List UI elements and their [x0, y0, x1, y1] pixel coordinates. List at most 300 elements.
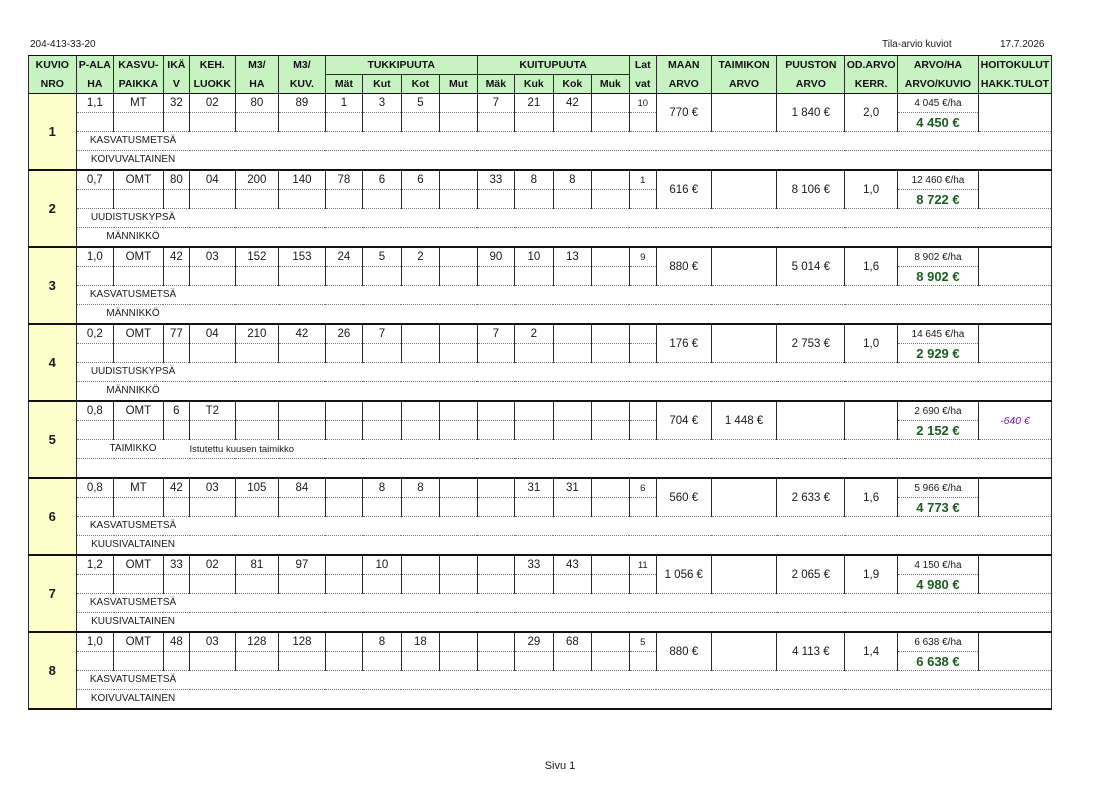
empty-cell — [401, 498, 439, 517]
log-volume: 7 — [363, 324, 401, 344]
empty-cell — [163, 421, 189, 440]
volume-per-ha: 210 — [235, 324, 279, 344]
empty-cell — [190, 228, 1052, 248]
col-pala: P-ALA — [76, 56, 113, 75]
land-value: 770 € — [656, 94, 711, 132]
empty-cell — [114, 190, 164, 209]
empty-cell — [592, 575, 630, 594]
empty-cell — [553, 344, 591, 363]
log-volume: 26 — [325, 324, 362, 344]
log-volume: 24 — [325, 247, 362, 267]
table-row — [29, 170, 1052, 190]
empty-cell — [190, 613, 1052, 633]
value-per-ha: 2 690 €/ha — [897, 401, 978, 421]
stand-value: 5 014 € — [777, 247, 845, 286]
empty-cell — [235, 113, 279, 132]
col-kuvio: KUVIO — [29, 56, 77, 75]
empty-cell — [163, 267, 189, 286]
empty-cell — [190, 459, 1052, 479]
area-ha: 0,7 — [76, 170, 113, 190]
volume-per-ha: 80 — [235, 94, 279, 113]
empty-cell — [163, 344, 189, 363]
table-row — [29, 401, 1052, 421]
table-row-sub — [29, 652, 1052, 671]
description-row — [29, 613, 1052, 633]
empty-cell — [325, 575, 362, 594]
pulp-volume: 68 — [553, 632, 591, 652]
empty-cell — [515, 344, 553, 363]
expectation-coefficient: 1,4 — [845, 632, 898, 671]
empty-cell — [401, 575, 439, 594]
empty-cell — [163, 498, 189, 517]
site-type: MT — [114, 94, 164, 113]
empty-cell — [279, 267, 326, 286]
compartment-rows — [29, 94, 1052, 710]
empty-cell — [515, 498, 553, 517]
col-m3ha-sub: HA — [235, 75, 279, 94]
empty-cell — [515, 113, 553, 132]
value-per-ha: 14 645 €/ha — [897, 324, 978, 344]
pulp-volume — [477, 632, 514, 652]
col-odarvo: OD.ARVO — [845, 56, 898, 75]
expectation-coefficient: 2,0 — [845, 94, 898, 132]
empty-cell — [363, 344, 401, 363]
description-row — [29, 459, 1052, 479]
col-group-kuitu: KUITUPUUTA — [477, 56, 629, 75]
pulp-volume: 43 — [553, 555, 591, 575]
col-tukki-kot: Kot — [401, 75, 439, 94]
volume-per-compartment: 97 — [279, 555, 326, 575]
compartment-note — [190, 594, 1052, 613]
empty-cell — [163, 190, 189, 209]
empty-cell — [553, 113, 591, 132]
empty-cell — [401, 267, 439, 286]
empty-cell — [477, 421, 514, 440]
col-m3kuv: M3/ — [279, 56, 326, 75]
latvat: 9 — [629, 247, 656, 267]
col-kuvio-sub: NRO — [29, 75, 77, 94]
empty-cell — [279, 190, 326, 209]
col-kuitu-mak: Mäk — [477, 75, 514, 94]
log-volume: 5 — [363, 247, 401, 267]
pulp-volume: 33 — [515, 555, 553, 575]
log-volume — [440, 478, 478, 498]
log-volume — [440, 170, 478, 190]
empty-cell — [515, 652, 553, 671]
table-row — [29, 555, 1052, 575]
empty-cell — [440, 575, 478, 594]
col-tukki-kut: Kut — [363, 75, 401, 94]
volume-per-compartment: 153 — [279, 247, 326, 267]
log-volume — [440, 401, 478, 421]
log-volume — [440, 94, 478, 113]
site-type: OMT — [114, 324, 164, 344]
empty-cell — [76, 575, 113, 594]
pulp-volume: 42 — [553, 94, 591, 113]
empty-cell — [76, 498, 113, 517]
table-row-sub — [29, 421, 1052, 440]
empty-cell — [279, 113, 326, 132]
log-volume: 1 — [325, 94, 362, 113]
stand-value — [777, 401, 845, 440]
empty-cell — [401, 421, 439, 440]
page-footer: Sivu 1 — [544, 760, 576, 772]
pulp-volume: 13 — [553, 247, 591, 267]
stand-value: 2 633 € — [777, 478, 845, 517]
empty-cell — [325, 421, 362, 440]
description-line-2: MÄNNIKKÖ — [76, 228, 189, 248]
log-volume — [440, 632, 478, 652]
management-costs — [978, 324, 1051, 363]
description-row — [29, 440, 1052, 459]
empty-cell — [325, 498, 362, 517]
compartment-table — [28, 55, 1052, 710]
development-class: T2 — [190, 401, 236, 421]
col-kuitu-muk: Muk — [592, 75, 630, 94]
log-volume — [325, 632, 362, 652]
age: 80 — [163, 170, 189, 190]
table-row — [29, 94, 1052, 113]
empty-cell — [629, 344, 656, 363]
col-kasvupaikka: KASVU- — [114, 56, 164, 75]
stand-value: 1 840 € — [777, 94, 845, 132]
empty-cell — [190, 575, 236, 594]
log-volume: 6 — [363, 170, 401, 190]
empty-cell — [190, 652, 236, 671]
area-ha: 1,1 — [76, 94, 113, 113]
description-row — [29, 363, 1052, 382]
pulp-volume: 31 — [553, 478, 591, 498]
pulp-volume: 2 — [515, 324, 553, 344]
compartment-note — [190, 363, 1052, 382]
empty-cell — [279, 421, 326, 440]
empty-cell — [114, 652, 164, 671]
site-type: OMT — [114, 401, 164, 421]
latvat: 11 — [629, 555, 656, 575]
empty-cell — [190, 690, 1052, 710]
description-row — [29, 209, 1052, 228]
report-title: Tila-arvio kuviot — [882, 39, 952, 50]
volume-per-compartment: 84 — [279, 478, 326, 498]
expectation-coefficient — [845, 401, 898, 440]
volume-per-ha: 105 — [235, 478, 279, 498]
log-volume: 10 — [363, 555, 401, 575]
empty-cell — [363, 190, 401, 209]
pulp-volume — [553, 324, 591, 344]
description-row — [29, 594, 1052, 613]
compartment-note — [190, 517, 1052, 536]
volume-per-ha: 81 — [235, 555, 279, 575]
log-volume — [325, 555, 362, 575]
empty-cell — [76, 113, 113, 132]
age: 48 — [163, 632, 189, 652]
col-group-tukki: TUKKIPUUTA — [325, 56, 477, 75]
col-ika-sub: V — [163, 75, 189, 94]
description-line-1: KASVATUSMETSÄ — [76, 286, 189, 305]
area-ha: 1,2 — [76, 555, 113, 575]
empty-cell — [325, 190, 362, 209]
kuvio-number: 6 — [29, 478, 77, 555]
value-per-compartment: 4 980 € — [897, 575, 978, 594]
value-per-compartment: 8 902 € — [897, 267, 978, 286]
empty-cell — [114, 113, 164, 132]
volume-per-compartment: 128 — [279, 632, 326, 652]
kuvio-number: 7 — [29, 555, 77, 632]
empty-cell — [477, 113, 514, 132]
log-volume — [401, 324, 439, 344]
empty-cell — [114, 267, 164, 286]
empty-cell — [163, 652, 189, 671]
empty-cell — [114, 344, 164, 363]
empty-cell — [592, 267, 630, 286]
expectation-coefficient: 1,6 — [845, 478, 898, 517]
empty-cell — [553, 652, 591, 671]
age: 42 — [163, 247, 189, 267]
seedling-value — [711, 324, 777, 363]
compartment-note — [190, 286, 1052, 305]
pulp-volume: 31 — [515, 478, 553, 498]
log-volume: 3 — [363, 94, 401, 113]
empty-cell — [629, 421, 656, 440]
empty-cell — [363, 267, 401, 286]
col-kasvupaikka-sub: PAIKKA — [114, 75, 164, 94]
area-ha: 0,8 — [76, 478, 113, 498]
log-volume: 6 — [401, 170, 439, 190]
value-per-ha: 4 150 €/ha — [897, 555, 978, 575]
pulp-volume: 21 — [515, 94, 553, 113]
log-volume: 8 — [363, 632, 401, 652]
empty-cell — [401, 344, 439, 363]
empty-cell — [592, 190, 630, 209]
development-class: 02 — [190, 94, 236, 113]
empty-cell — [363, 421, 401, 440]
stand-value: 2 065 € — [777, 555, 845, 594]
empty-cell — [114, 421, 164, 440]
latvat — [629, 324, 656, 344]
age: 33 — [163, 555, 189, 575]
empty-cell — [515, 575, 553, 594]
management-costs: -640 € — [978, 401, 1051, 440]
empty-cell — [235, 267, 279, 286]
value-per-compartment: 2 929 € — [897, 344, 978, 363]
volume-per-compartment — [279, 401, 326, 421]
empty-cell — [401, 113, 439, 132]
pulp-volume — [592, 478, 630, 498]
description-line-2: KOIVUVALTAINEN — [76, 690, 189, 710]
pulp-volume: 8 — [515, 170, 553, 190]
empty-cell — [629, 113, 656, 132]
col-tukki-mut: Mut — [440, 75, 478, 94]
value-per-ha: 8 902 €/ha — [897, 247, 978, 267]
empty-cell — [629, 267, 656, 286]
empty-cell — [235, 190, 279, 209]
empty-cell — [629, 190, 656, 209]
description-line-2: KUUSIVALTAINEN — [76, 536, 189, 556]
empty-cell — [163, 575, 189, 594]
pulp-volume: 29 — [515, 632, 553, 652]
empty-cell — [629, 498, 656, 517]
table-row-sub — [29, 190, 1052, 209]
empty-cell — [440, 113, 478, 132]
description-row — [29, 286, 1052, 305]
value-per-compartment: 4 773 € — [897, 498, 978, 517]
value-per-ha: 5 966 €/ha — [897, 478, 978, 498]
description-row — [29, 151, 1052, 171]
volume-per-ha: 128 — [235, 632, 279, 652]
col-lat-sub: vat — [629, 75, 656, 94]
latvat: 1 — [629, 170, 656, 190]
pulp-volume — [592, 632, 630, 652]
empty-cell — [190, 305, 1052, 325]
empty-cell — [477, 267, 514, 286]
development-class: 03 — [190, 478, 236, 498]
empty-cell — [190, 344, 236, 363]
col-lat: Lat — [629, 56, 656, 75]
empty-cell — [477, 575, 514, 594]
empty-cell — [401, 652, 439, 671]
compartment-note — [190, 132, 1052, 151]
col-kuitu-kok: Kok — [553, 75, 591, 94]
kuvio-number: 4 — [29, 324, 77, 401]
table-row-sub — [29, 498, 1052, 517]
compartment-note: Istutettu kuusen taimikko — [190, 440, 1052, 459]
description-line-2: MÄNNIKKÖ — [76, 305, 189, 325]
latvat — [629, 401, 656, 421]
empty-cell — [515, 190, 553, 209]
management-costs — [978, 555, 1051, 594]
empty-cell — [401, 190, 439, 209]
empty-cell — [592, 498, 630, 517]
log-volume — [401, 401, 439, 421]
area-ha: 1,0 — [76, 247, 113, 267]
empty-cell — [279, 344, 326, 363]
empty-cell — [553, 267, 591, 286]
pulp-volume — [477, 401, 514, 421]
empty-cell — [325, 344, 362, 363]
log-volume — [440, 247, 478, 267]
empty-cell — [76, 652, 113, 671]
seedling-value — [711, 632, 777, 671]
description-line-2: MÄNNIKKÖ — [76, 382, 189, 402]
latvat: 6 — [629, 478, 656, 498]
empty-cell — [76, 421, 113, 440]
age: 42 — [163, 478, 189, 498]
seedling-value — [711, 478, 777, 517]
land-value: 704 € — [656, 401, 711, 440]
development-class: 03 — [190, 632, 236, 652]
pulp-volume: 7 — [477, 324, 514, 344]
col-keh: KEH. — [190, 56, 236, 75]
empty-cell — [553, 498, 591, 517]
empty-cell — [592, 344, 630, 363]
empty-cell — [279, 652, 326, 671]
col-taimikon-sub: ARVO — [711, 75, 777, 94]
management-costs — [978, 94, 1051, 132]
development-class: 03 — [190, 247, 236, 267]
col-arvoha-sub: ARVO/KUVIO — [897, 75, 978, 94]
log-volume — [325, 401, 362, 421]
empty-cell — [440, 344, 478, 363]
table-row-sub — [29, 267, 1052, 286]
col-ika: IKÄ — [163, 56, 189, 75]
description-line-1: KASVATUSMETSÄ — [76, 594, 189, 613]
description-line-1: KASVATUSMETSÄ — [76, 132, 189, 151]
empty-cell — [592, 652, 630, 671]
col-m3ha: M3/ — [235, 56, 279, 75]
expectation-coefficient: 1,0 — [845, 324, 898, 363]
empty-cell — [553, 190, 591, 209]
seedling-value — [711, 94, 777, 132]
seedling-value: 1 448 € — [711, 401, 777, 440]
description-line-1: UUDISTUSKYPSÄ — [76, 363, 189, 382]
empty-cell — [235, 498, 279, 517]
table-row — [29, 478, 1052, 498]
empty-cell — [325, 113, 362, 132]
empty-cell — [76, 190, 113, 209]
empty-cell — [477, 190, 514, 209]
compartment-note — [190, 209, 1052, 228]
site-type: OMT — [114, 170, 164, 190]
age: 77 — [163, 324, 189, 344]
area-ha: 0,2 — [76, 324, 113, 344]
col-keh-sub: LUOKK — [190, 75, 236, 94]
empty-cell — [190, 267, 236, 286]
stand-value: 8 106 € — [777, 170, 845, 209]
kuvio-number: 8 — [29, 632, 77, 709]
empty-cell — [325, 267, 362, 286]
description-line-2 — [76, 459, 189, 479]
pulp-volume — [477, 555, 514, 575]
table-row — [29, 247, 1052, 267]
pulp-volume — [515, 401, 553, 421]
pulp-volume — [477, 478, 514, 498]
empty-cell — [477, 498, 514, 517]
col-maan-sub: ARVO — [656, 75, 711, 94]
log-volume: 5 — [401, 94, 439, 113]
description-row — [29, 228, 1052, 248]
pulp-volume — [592, 401, 630, 421]
empty-cell — [76, 344, 113, 363]
management-costs — [978, 632, 1051, 671]
land-value: 560 € — [656, 478, 711, 517]
pulp-volume: 7 — [477, 94, 514, 113]
col-arvoha: ARVO/HA — [897, 56, 978, 75]
log-volume — [363, 401, 401, 421]
empty-cell — [190, 536, 1052, 556]
management-costs — [978, 478, 1051, 517]
seedling-value — [711, 555, 777, 594]
table-row — [29, 324, 1052, 344]
pulp-volume — [592, 555, 630, 575]
empty-cell — [629, 575, 656, 594]
col-puuston-sub: ARVO — [777, 75, 845, 94]
empty-cell — [363, 652, 401, 671]
col-m3kuv-sub: KUV. — [279, 75, 326, 94]
empty-cell — [515, 421, 553, 440]
area-ha: 1,0 — [76, 632, 113, 652]
value-per-compartment: 8 722 € — [897, 190, 978, 209]
empty-cell — [440, 421, 478, 440]
compartment-note — [190, 671, 1052, 690]
empty-cell — [629, 652, 656, 671]
empty-cell — [477, 652, 514, 671]
value-per-compartment: 6 638 € — [897, 652, 978, 671]
kuvio-number: 3 — [29, 247, 77, 324]
site-type: MT — [114, 478, 164, 498]
log-volume: 8 — [401, 478, 439, 498]
col-odarvo-sub: KERR. — [845, 75, 898, 94]
description-row — [29, 690, 1052, 710]
